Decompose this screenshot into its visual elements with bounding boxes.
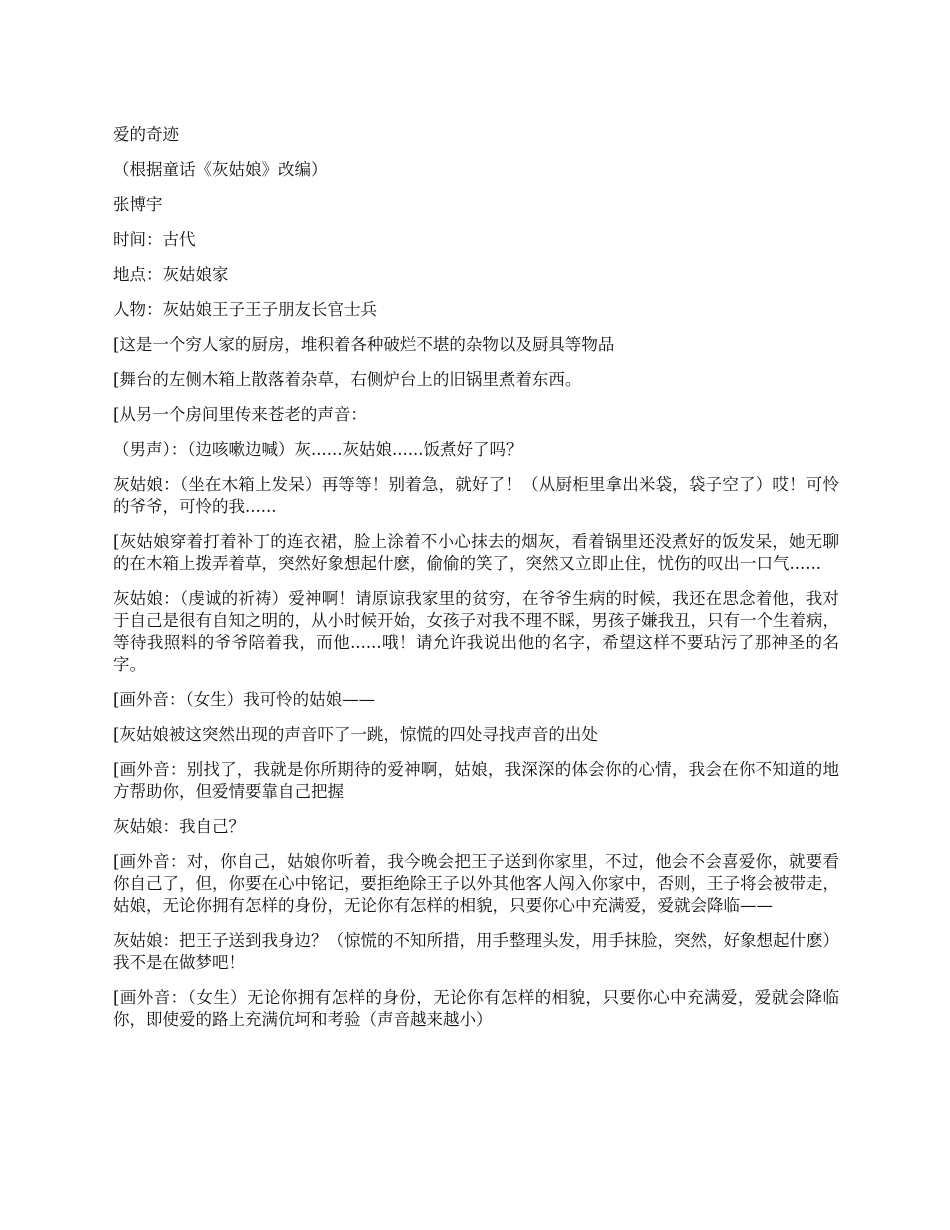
dialogue-line: 灰姑娘：（虔诚的祈祷）爱神啊！请原谅我家里的贫穷，在爷爷生病的时候，我还在思念着他，我对于自己是很有自知之明的，从小时候开始，女孩子对我不理不睬，男孩子嫌我丑，只有一个生着病，等待我照料的爷爷陪着我，而他......哦！请允许我说出他的名字，希望这样不要玷污了那神圣的名字。 (113, 589, 839, 674)
dialogue-line: 灰姑娘：（坐在木箱上发呆）再等等！别着急，就好了！（从厨柜里拿出米袋，袋子空了）哎！可怜的爷爷，可怜的我...... (113, 475, 839, 516)
voiceover-line: [画外音：（女生）我可怜的姑娘—— (113, 690, 376, 709)
setting-place: 地点：灰姑娘家 (113, 265, 229, 284)
stage-direction: [灰姑娘被这突然出现的声音吓了一跳，惊慌的四处寻找声音的出处 (113, 725, 598, 744)
document-subtitle: （根据童话《灰姑娘》改编） (113, 160, 328, 179)
stage-direction: [从另一个房间里传来苍老的声音： (113, 405, 367, 424)
voiceover-line: [画外音：别找了，我就是你所期待的爱神啊，姑娘，我深深的体会你的心情，我会在你不知道的地方帮助你，但爱情要靠自己把握 (113, 760, 839, 801)
characters-list: 人物：灰姑娘王子王子朋友长官士兵 (113, 300, 377, 319)
document-page (113, 124, 839, 1044)
voiceover-line: [画外音：对，你自己，姑娘你听着，我今晚会把王子送到你家里，不过，他会不会喜爱你，就要看你自己了，但，你要在心中铭记，要拒绝除王子以外其他客人闯入你家中，否则，王子将会被带走，姑娘，无论你拥有怎样的身份，无论你有怎样的相貌，只要你心中充满爱，爱就会降临—— (113, 852, 839, 915)
stage-direction: [这是一个穷人家的厨房，堆积着各种破烂不堪的杂物以及厨具等物品 (113, 335, 615, 354)
dialogue-line: 灰姑娘：我自己？ (113, 817, 245, 836)
dialogue-line: 灰姑娘：把王子送到我身边？（惊慌的不知所措，用手整理头发，用手抹脸，突然，好象想起什麽）我不是在做梦吧！ (113, 931, 839, 972)
dialogue-line: （男声）：（边咳嗽边喊）灰......灰姑娘......饭煮好了吗？ (113, 440, 523, 459)
voiceover-line: [画外音：（女生）无论你拥有怎样的身份，无论你有怎样的相貌，只要你心中充满爱，爱就会降临你，即使爱的路上充满伉坷和考验（声音越来越小） (113, 988, 839, 1029)
setting-time: 时间：古代 (113, 230, 196, 249)
document-author: 张博宇 (113, 195, 163, 214)
stage-direction: [灰姑娘穿着打着补丁的连衣裙，脸上涂着不小心抹去的烟灰，看着锅里还没煮好的饭发呆，她无聊的在木箱上拨弄着草，突然好象想起什麽，偷偷的笑了，突然又立即止住，忧伤的叹出一口气...... (113, 532, 839, 573)
stage-direction: [舞台的左侧木箱上散落着杂草，右侧炉台上的旧锅里煮着东西。 (113, 370, 582, 389)
document-title: 爱的奇迹 (113, 125, 179, 144)
